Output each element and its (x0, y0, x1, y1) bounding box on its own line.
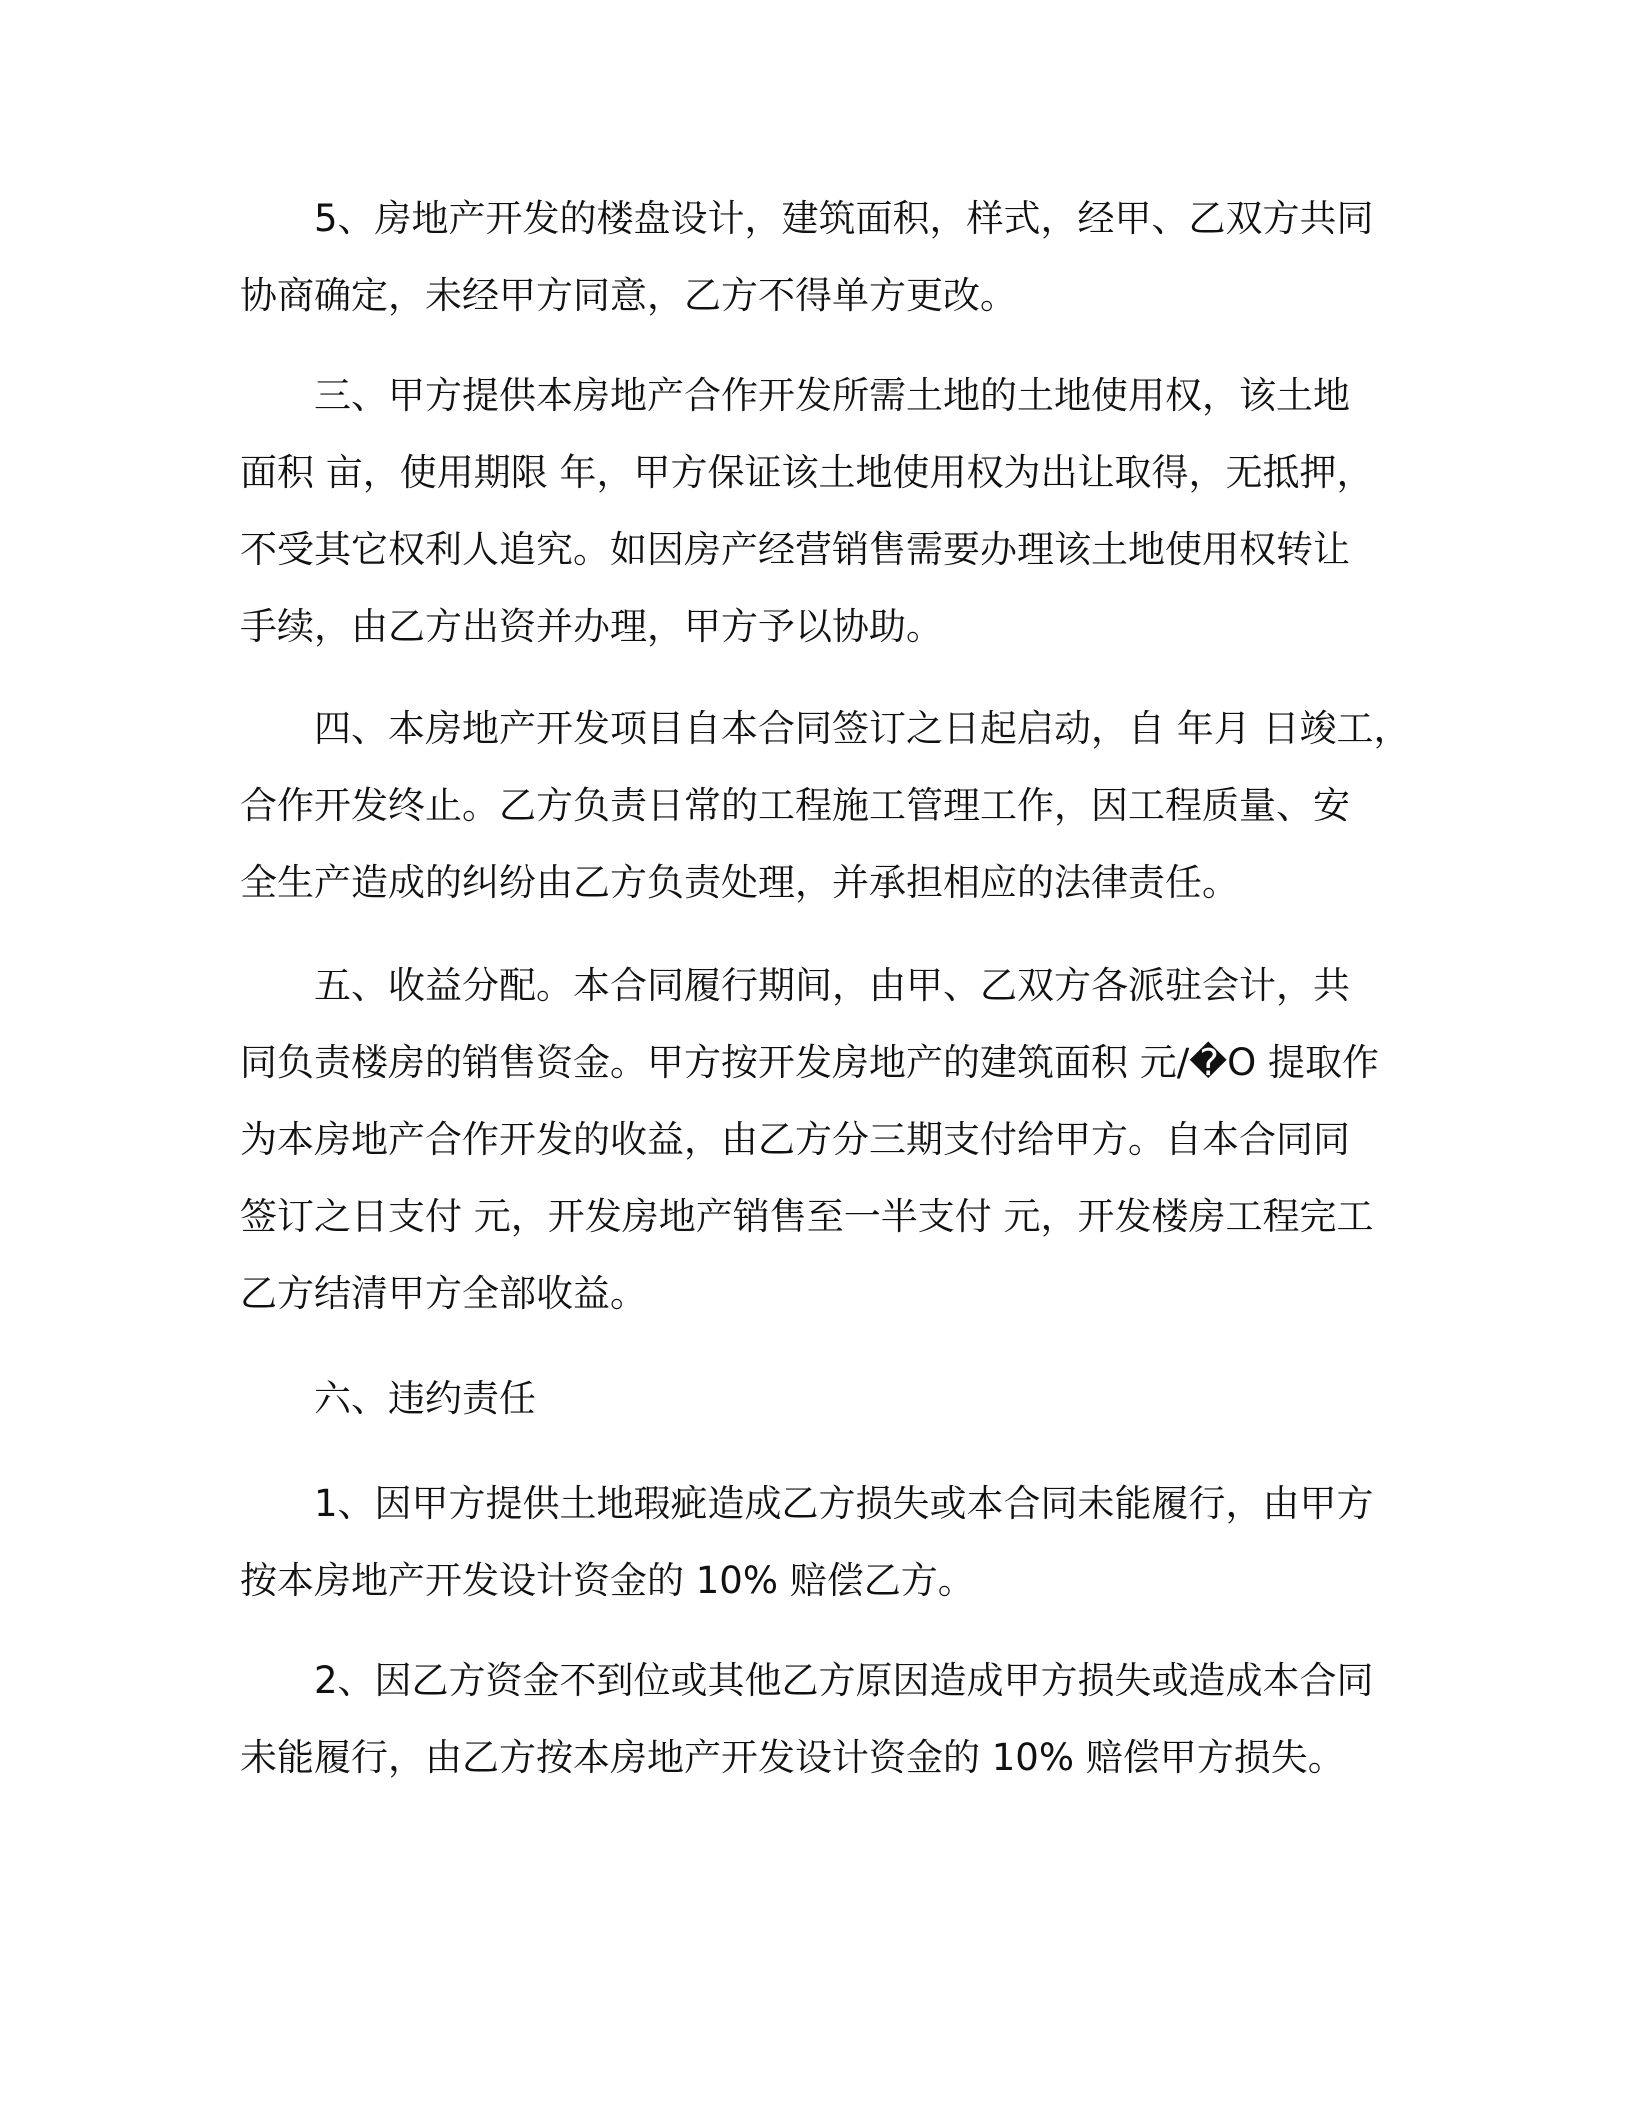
paragraph-line: 面积 亩，使用期限 年，甲方保证该土地使用权为出让取得，无抵押， (240, 451, 1374, 494)
paragraph-line: 协商确定，未经甲方同意，乙方不得单方更改。 (240, 274, 1017, 317)
section-heading: 六、违约责任 (314, 1377, 536, 1420)
paragraph-line: 1、因甲方提供土地瑕疵造成乙方损失或本合同未能履行，由甲方 (314, 1482, 1374, 1525)
paragraph-line: 手续，由乙方出资并办理，甲方予以协助。 (240, 605, 943, 648)
paragraph-party-a-breach (240, 1465, 1390, 1619)
paragraph-line: 签订之日支付 元，开发房地产销售至一半支付 元，开发楼房工程完工 (240, 1195, 1374, 1238)
paragraph-line: 三、甲方提供本房地产合作开发所需土地的土地使用权，该土地 (314, 374, 1350, 417)
paragraph-line: 合作开发终止。乙方负责日常的工程施工管理工作，因工程质量、安 (240, 784, 1350, 827)
paragraph-revenue-distribution-clause (240, 947, 1390, 1332)
section-heading-breach-liability (240, 1360, 1390, 1437)
paragraph-line: 2、因乙方资金不到位或其他乙方原因造成甲方损失或造成本合同 (314, 1659, 1374, 1702)
paragraph-design-clause (240, 180, 1390, 334)
paragraph-line: 乙方结清甲方全部收益。 (240, 1272, 647, 1315)
paragraph-line: 全生产造成的纠纷由乙方负责处理，并承担相应的法律责任。 (240, 861, 1239, 904)
paragraph-line: 5、房地产开发的楼盘设计，建筑面积，样式，经甲、乙双方共同 (314, 197, 1374, 240)
paragraph-line: 未能履行，由乙方按本房地产开发设计资金的 10% 赔偿甲方损失。 (240, 1736, 1345, 1779)
paragraph-line: 按本房地产开发设计资金的 10% 赔偿乙方。 (240, 1559, 975, 1602)
paragraph-land-use-clause (240, 357, 1390, 665)
paragraph-line: 五、收益分配。本合同履行期间，由甲、乙双方各派驻会计，共 (314, 964, 1350, 1007)
paragraph-line: 不受其它权利人追究。如因房产经营销售需要办理该土地使用权转让 (240, 528, 1350, 571)
paragraph-party-b-breach (240, 1642, 1390, 1796)
paragraph-line: 同负责楼房的销售资金。甲方按开发房地产的建筑面积 元/�O 提取作 (240, 1041, 1380, 1084)
paragraph-line: 四、本房地产开发项目自本合同签订之日起启动，自 年月 日竣工， (314, 707, 1411, 750)
paragraph-project-start-clause (240, 690, 1411, 921)
paragraph-line: 为本房地产合作开发的收益，由乙方分三期支付给甲方。自本合同同 (240, 1118, 1350, 1161)
